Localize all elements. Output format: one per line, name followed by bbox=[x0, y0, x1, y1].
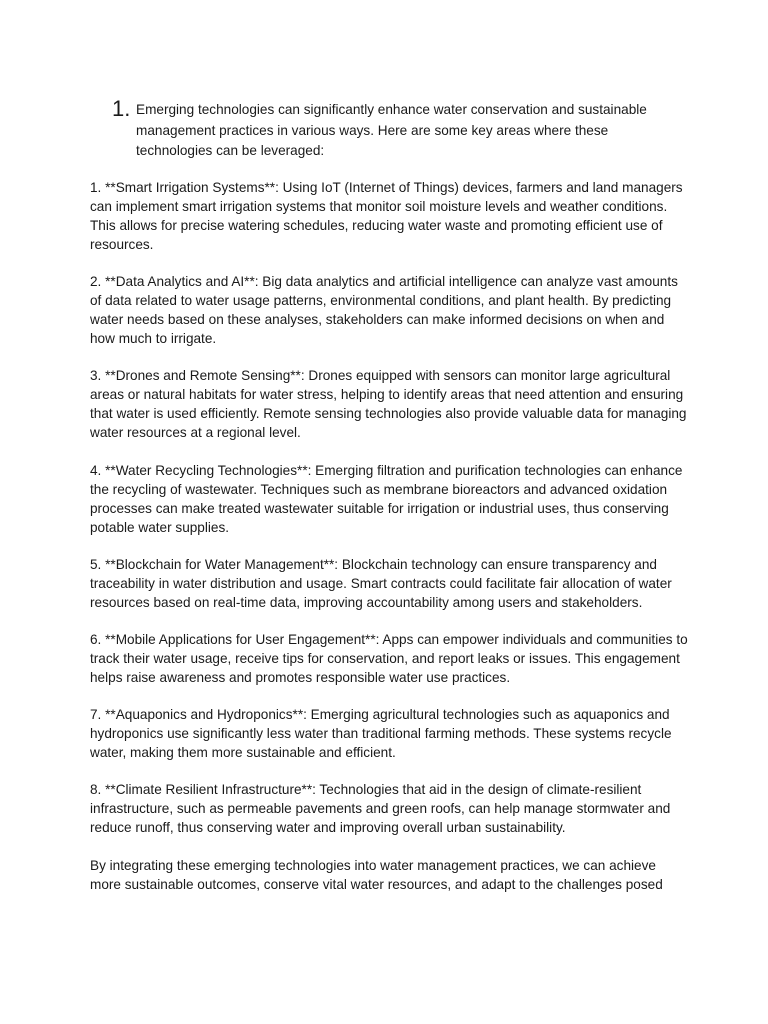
paragraph-drones: 3. **Drones and Remote Sensing**: Drones equipped with sensors can monitor large agricultural areas or natural habitats for water stress, helping to identify areas that need attention and ensuring that water is used efficiently. Remote sensing technologies also provide valuable data for managing water resources at a regional level. bbox=[90, 368, 687, 441]
paragraph-aquaponics: 7. **Aquaponics and Hydroponics**: Emerging agricultural technologies such as aquaponics and hydroponics use significantly less water than traditional farming methods. These systems recycle water, making them more sustainable and efficient. bbox=[90, 707, 672, 761]
paragraph-smart-irrigation: 1. **Smart Irrigation Systems**: Using IoT (Internet of Things) devices, farmers and land managers can implement smart irrigation systems that monitor soil moisture levels and weather conditions. This allows for precise watering schedules, reducing water waste and promoting efficient use of resources. bbox=[90, 180, 683, 252]
paragraph-mobile-apps: 6. **Mobile Applications for User Engagement**: Apps can empower individuals and communities to track their water usage, receive tips for conservation, and report leaks or issues. This engagement helps raise awareness and promotes responsible water use practices. bbox=[90, 631, 688, 685]
document-body bbox=[90, 178, 690, 912]
paragraph-blockchain: 5. **Blockchain for Water Management**: Blockchain technology can ensure transparency and traceability in water distribution and usage. Smart contracts could facilitate fair allocation of water resources based on real-time data, improving accountability among users and stakeholders. bbox=[90, 556, 672, 610]
paragraph-conclusion: By integrating these emerging technologies into water management practices, we can achieve more sustainable outcomes, conserve vital water resources, and adapt to the challenges posed bbox=[90, 857, 663, 892]
paragraph-climate-infrastructure: 8. **Climate Resilient Infrastructure**: Technologies that aid in the design of climate-resilient infrastructure, such as permeable pavements and green roofs, can help manage stormwater and reduce runoff, thus conserving water and improving overall urban sustainability. bbox=[90, 782, 671, 836]
paragraph-data-analytics: 2. **Data Analytics and AI**: Big data analytics and artificial intelligence can analyze vast amounts of data related to water usage patterns, environmental conditions, and plant health. By predicting water needs based on these analyses, stakeholders can make informed decisions on when and how much to irrigate. bbox=[90, 274, 678, 347]
paragraph-water-recycling: 4. **Water Recycling Technologies**: Emerging filtration and purification technologies can enhance the recycling of wastewater. Techniques such as membrane bioreactors and advanced oxidation processes can make treated wastewater suitable for irrigation or industrial uses, thus conserving potable water supplies. bbox=[90, 462, 683, 535]
intro-list-number: 1. bbox=[112, 96, 131, 121]
intro-paragraph: Emerging technologies can significantly enhance water conservation and sustainable management practices in various ways. Here are some key areas where these technologies can be leveraged: bbox=[136, 102, 647, 158]
